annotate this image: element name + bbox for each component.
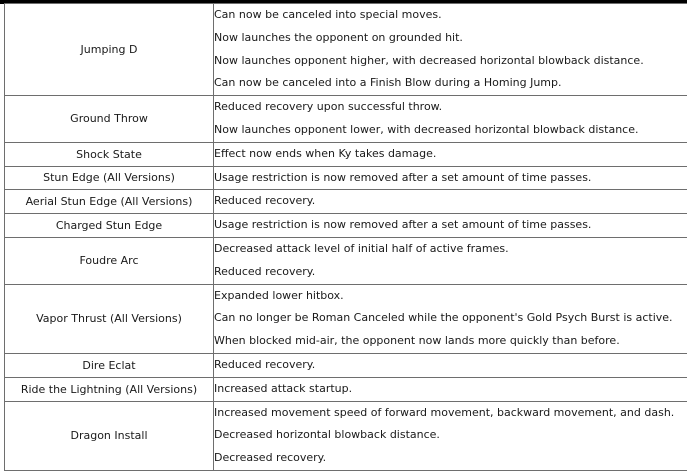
move-name-cell: Foudre Arc [5, 237, 214, 284]
table-row [5, 96, 687, 143]
table-body [5, 4, 687, 471]
change-line: Usage restriction is now removed after a set amount of time passes. [214, 214, 687, 237]
move-name-cell: Ground Throw [5, 96, 214, 143]
move-name-cell: Jumping D [5, 4, 214, 96]
change-line: Now launches opponent lower, with decreased horizontal blowback distance. [214, 119, 687, 142]
table-row [5, 190, 687, 214]
changes-cell [214, 237, 687, 284]
change-line: Usage restriction is now removed after a set amount of time passes. [214, 167, 687, 190]
table-row [5, 377, 687, 401]
table-row [5, 284, 687, 353]
change-line: Can now be canceled into special moves. [214, 4, 687, 27]
change-line: Now launches the opponent on grounded hit. [214, 27, 687, 50]
changes-cell [214, 142, 687, 166]
move-name-cell: Dragon Install [5, 401, 214, 470]
change-line: Reduced recovery. [214, 261, 687, 284]
table-row [5, 166, 687, 190]
change-line: Effect now ends when Ky takes damage. [214, 143, 687, 166]
table-row [5, 142, 687, 166]
change-line: Increased attack startup. [214, 378, 687, 401]
move-name-cell: Dire Eclat [5, 353, 214, 377]
changes-cell [214, 353, 687, 377]
move-name-cell: Stun Edge (All Versions) [5, 166, 214, 190]
change-line: When blocked mid-air, the opponent now lands more quickly than before. [214, 330, 687, 353]
change-line: Can now be canceled into a Finish Blow during a Homing Jump. [214, 72, 687, 95]
changes-cell [214, 96, 687, 143]
move-name-cell: Aerial Stun Edge (All Versions) [5, 190, 214, 214]
changes-cell [214, 4, 687, 96]
change-line: Can no longer be Roman Canceled while the opponent's Gold Psych Burst is active. [214, 307, 687, 330]
changes-cell [214, 284, 687, 353]
table-row [5, 401, 687, 470]
move-name-cell: Shock State [5, 142, 214, 166]
table-row [5, 214, 687, 238]
changes-cell [214, 377, 687, 401]
changes-cell [214, 214, 687, 238]
change-line: Reduced recovery. [214, 190, 687, 213]
change-line: Reduced recovery upon successful throw. [214, 96, 687, 119]
change-line: Reduced recovery. [214, 354, 687, 377]
move-name-cell: Ride the Lightning (All Versions) [5, 377, 214, 401]
table-row [5, 353, 687, 377]
change-line: Increased movement speed of forward movement, backward movement, and dash. [214, 402, 687, 425]
changes-cell [214, 190, 687, 214]
table-row [5, 4, 687, 96]
change-line: Decreased horizontal blowback distance. [214, 424, 687, 447]
table-row [5, 237, 687, 284]
change-line: Now launches opponent higher, with decreased horizontal blowback distance. [214, 50, 687, 73]
move-name-cell: Charged Stun Edge [5, 214, 214, 238]
change-line: Decreased attack level of initial half of active frames. [214, 238, 687, 261]
changes-cell [214, 166, 687, 190]
move-name-cell: Vapor Thrust (All Versions) [5, 284, 214, 353]
change-line: Decreased recovery. [214, 447, 687, 470]
changes-cell [214, 401, 687, 470]
change-line: Expanded lower hitbox. [214, 285, 687, 308]
patch-notes-table [4, 3, 687, 471]
